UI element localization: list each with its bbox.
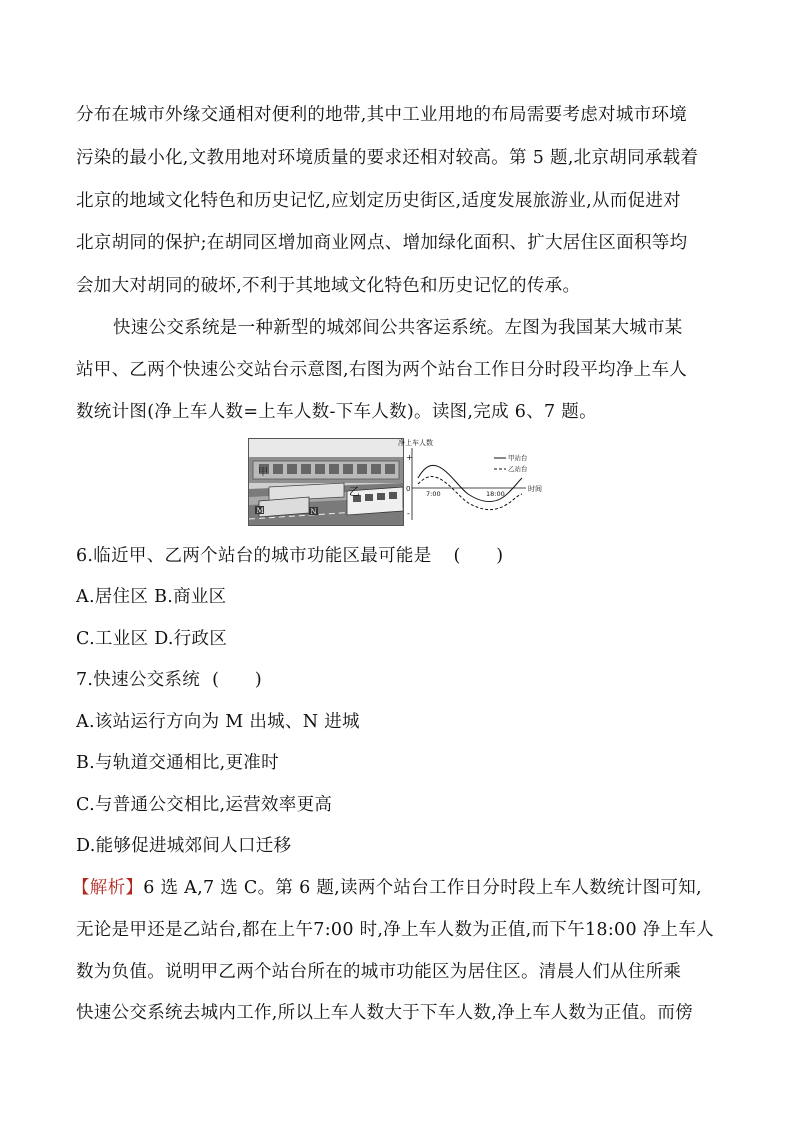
- question-7-stem: [76, 669, 726, 691]
- analysis-line: 无论是甲还是乙站台,都在上午7:00 时,净上车人数为正值,而下午18:00 净上车人: [76, 920, 714, 940]
- q6-options-ab: A.居住区 B.商业区: [76, 587, 227, 607]
- q6-options-cd: C.工业区 D.行政区: [76, 629, 228, 649]
- tick-700: 7:00: [426, 490, 441, 498]
- q7-option-b: B.与轨道交通相比,更准时: [76, 753, 279, 773]
- legend-yi-label: 乙站台: [508, 465, 528, 473]
- analysis-tag: 【解析】: [72, 878, 144, 898]
- chart-x-label: 时间: [528, 485, 542, 493]
- figure: [248, 438, 550, 526]
- analysis-line: [72, 877, 722, 899]
- station-drawing: [249, 439, 403, 525]
- paragraph-line: 分布在城市外缘交通相对便利的地带,其中工业用地的布局需要考虑对城市环境: [76, 105, 688, 125]
- tick-1800: 18:00: [486, 490, 505, 498]
- zero-label: 0: [406, 485, 411, 493]
- question-7-text: 7.快速公交系统: [76, 670, 201, 690]
- legend-jia-label: 甲站台: [508, 454, 528, 462]
- station-illustration: [248, 438, 404, 526]
- minus-sign: -: [407, 509, 410, 518]
- intro-line: 站甲、乙两个快速公交站台示意图,右图为两个站台工作日分时段平均净上车人: [76, 360, 688, 380]
- analysis-line: 数为负值。说明甲乙两个站台所在的城市功能区为居住区。清晨人们从住所乘: [76, 962, 682, 982]
- analysis-line: 快速公交系统去城内工作,所以上车人数大于下车人数,净上车人数为正值。而傍: [76, 1003, 693, 1023]
- direction-label-n: N: [310, 508, 317, 516]
- intro-line: 数统计图(净上车人数=上车人数-下车人数)。读图,完成 6、7 题。: [76, 402, 597, 422]
- analysis-text: 6 选 A,7 选 C。第 6 题,读两个站台工作日分时段上车人数统计图可知,: [143, 878, 702, 898]
- net-boarding-chart: [398, 438, 550, 526]
- paragraph-line: 会加大对胡同的破坏,不利于其地域文化特色和历史记忆的传承。: [76, 276, 581, 296]
- q7-option-c: C.与普通公交相比,运营效率更高: [76, 795, 333, 815]
- plus-sign: +: [406, 453, 413, 462]
- paragraph-line: 北京胡同的保护;在胡同区增加商业网点、增加绿化面积、扩大居住区面积等均: [76, 233, 688, 253]
- question-6-stem: [76, 545, 726, 567]
- question-6-text: 6.临近甲、乙两个站台的城市功能区最可能是: [76, 546, 432, 566]
- q7-option-a: A.该站运行方向为 M 出城、N 进城: [76, 712, 360, 732]
- platform-label-jia: 甲: [258, 467, 268, 478]
- answer-blank: ( ): [212, 670, 262, 690]
- paragraph-line: 污染的最小化,文教用地对环境质量的要求还相对较高。第 5 题,北京胡同承载着: [76, 148, 699, 168]
- paragraph-line: 北京的地域文化特色和历史记忆,应划定历史街区,适度发展旅游业,从而促进对: [76, 191, 681, 211]
- direction-label-m: M: [256, 507, 264, 515]
- chart-y-label: 净上车人数: [398, 439, 433, 447]
- q7-option-d: D.能够促进城郊间人口迁移: [76, 836, 292, 856]
- answer-blank: ( ): [453, 546, 504, 566]
- intro-line: 快速公交系统是一种新型的城郊间公共客运系统。左图为我国某大城市某: [113, 318, 683, 338]
- platform-label-yi: 乙: [349, 485, 360, 498]
